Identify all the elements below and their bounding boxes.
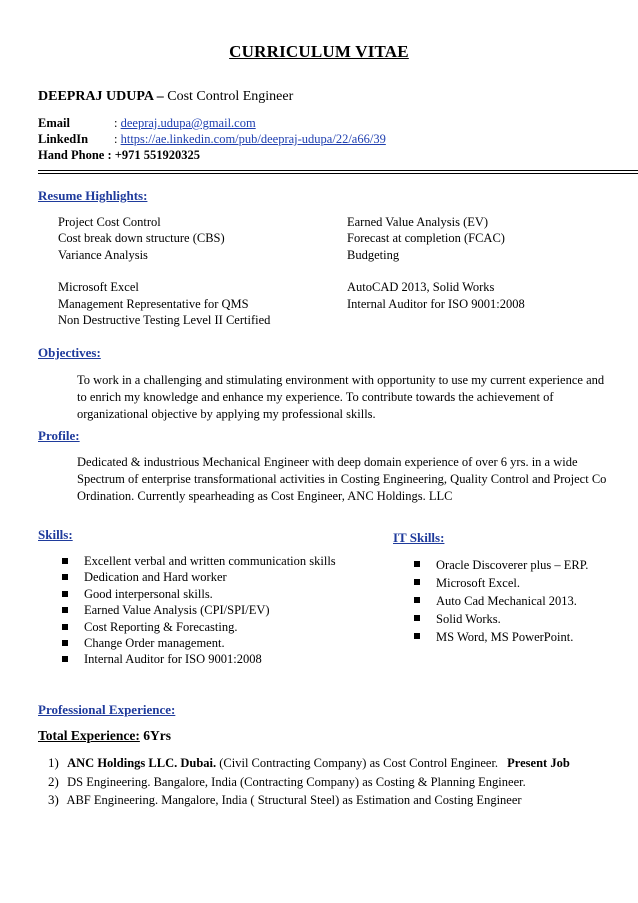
highlight-item: Budgeting	[347, 247, 400, 262]
resume-highlights-heading: Resume Highlights:	[38, 188, 148, 203]
experience-item-1	[48, 755, 570, 771]
phone-row	[38, 148, 200, 163]
bullet-icon	[62, 640, 68, 646]
bullet-icon	[62, 607, 68, 613]
bullet-icon	[62, 558, 68, 564]
candidate-name-line	[38, 89, 293, 105]
email-label: Email	[38, 116, 70, 130]
list-item: Oracle Discoverer plus – ERP.	[414, 556, 588, 574]
highlight-item: AutoCAD 2013, Solid Works	[347, 280, 495, 295]
list-item: Solid Works.	[414, 610, 588, 628]
list-item: Auto Cad Mechanical 2013.	[414, 592, 588, 610]
highlight-item: Forecast at completion (FCAC)	[347, 231, 505, 246]
list-item: Dedication and Hard worker	[62, 569, 336, 585]
experience-number: 2)	[48, 774, 59, 789]
experience-present-tag: Present Job	[507, 756, 570, 770]
bullet-icon	[414, 633, 420, 639]
profile-heading: Profile:	[38, 428, 80, 443]
bullet-icon	[414, 615, 420, 621]
experience-description: DS Engineering. Bangalore, India (Contracting Company) as Costing & Planning Engineer.	[67, 775, 526, 789]
bullet-icon	[414, 597, 420, 603]
email-separator: :	[114, 116, 118, 130]
experience-company: ANC Holdings LLC. Dubai.	[67, 756, 217, 770]
highlight-item: Management Representative for QMS	[58, 296, 249, 311]
header-divider-2	[38, 173, 638, 174]
linkedin-row	[38, 132, 386, 147]
objectives-heading: Objectives:	[38, 345, 101, 360]
phone-label: Hand Phone	[38, 148, 105, 162]
experience-description: ABF Engineering. Mangalore, India ( Structural Steel) as Estimation and Costing Engineer	[66, 793, 522, 807]
professional-experience-heading: Professional Experience:	[38, 702, 176, 717]
highlight-item: Project Cost Control	[58, 215, 161, 229]
bullet-icon	[62, 591, 68, 597]
it-skills-list	[414, 556, 588, 646]
total-experience	[38, 728, 171, 744]
candidate-name: DEEPRAJ UDUPA –	[38, 89, 164, 104]
highlight-item: Earned Value Analysis (EV)	[347, 215, 489, 229]
bullet-icon	[62, 574, 68, 580]
highlight-item: Variance Analysis	[58, 247, 148, 262]
total-experience-value: 6Yrs	[143, 728, 171, 743]
header-divider	[38, 170, 638, 171]
candidate-role: Cost Control Engineer	[167, 89, 294, 104]
linkedin-label: LinkedIn	[38, 132, 89, 146]
highlights-left-column	[58, 214, 270, 328]
phone-number: : +971 551920325	[107, 148, 201, 162]
highlight-item: Cost break down structure (CBS)	[58, 231, 225, 246]
list-item: Excellent verbal and written communication skills	[62, 553, 336, 569]
profile-text: Dedicated & industrious Mechanical Engineer with deep domain experience of over 6 yrs. in a wide Spectrum of enterprise transformational activities in Costing Engineering, Quality Control and Project Co Ordination. Currently spearheading as Cost Engineer, ANC Holdings. LLC	[77, 455, 607, 503]
experience-description: (Civil Contracting Company) as Cost Control Engineer.	[216, 756, 499, 770]
bullet-icon	[414, 561, 420, 567]
highlight-item: Microsoft Excel	[58, 280, 139, 295]
objectives-text: To work in a challenging and stimulating environment with opportunity to use my current experience and to enrich my knowledge and enhance my experience. To contribute towards the achievement of organizational objective by applying my professional skills.	[77, 373, 605, 421]
linkedin-separator: :	[114, 132, 118, 146]
bullet-icon	[414, 579, 420, 585]
total-experience-label: Total Experience:	[38, 728, 140, 743]
list-item: Internal Auditor for ISO 9001:2008	[62, 651, 336, 667]
list-item: MS Word, MS PowerPoint.	[414, 628, 588, 646]
experience-item-3	[48, 792, 522, 808]
highlight-item: Internal Auditor for ISO 9001:2008	[347, 296, 525, 311]
list-item: Earned Value Analysis (CPI/SPI/EV)	[62, 602, 336, 618]
experience-item-2	[48, 774, 526, 790]
list-item: Good interpersonal skills.	[62, 586, 336, 602]
bullet-icon	[62, 656, 68, 662]
bullet-icon	[62, 624, 68, 630]
email-row	[38, 116, 256, 131]
highlight-item: Non Destructive Testing Level II Certified	[58, 313, 271, 328]
experience-number: 3)	[48, 792, 59, 807]
experience-number: 1)	[48, 755, 59, 770]
email-link[interactable]: deepraj.udupa@gmail.com	[120, 116, 256, 130]
list-item: Microsoft Excel.	[414, 574, 588, 592]
it-skills-heading: IT Skills:	[393, 530, 445, 545]
document-title: CURRICULUM VITAE	[229, 42, 409, 61]
list-item: Change Order management.	[62, 635, 336, 651]
highlights-right-column	[347, 214, 525, 312]
skills-heading: Skills:	[38, 527, 73, 542]
list-item: Cost Reporting & Forecasting.	[62, 619, 336, 635]
skills-list	[62, 553, 336, 668]
linkedin-link[interactable]: https://ae.linkedin.com/pub/deepraj-udupa/22/a66/39	[120, 132, 386, 146]
